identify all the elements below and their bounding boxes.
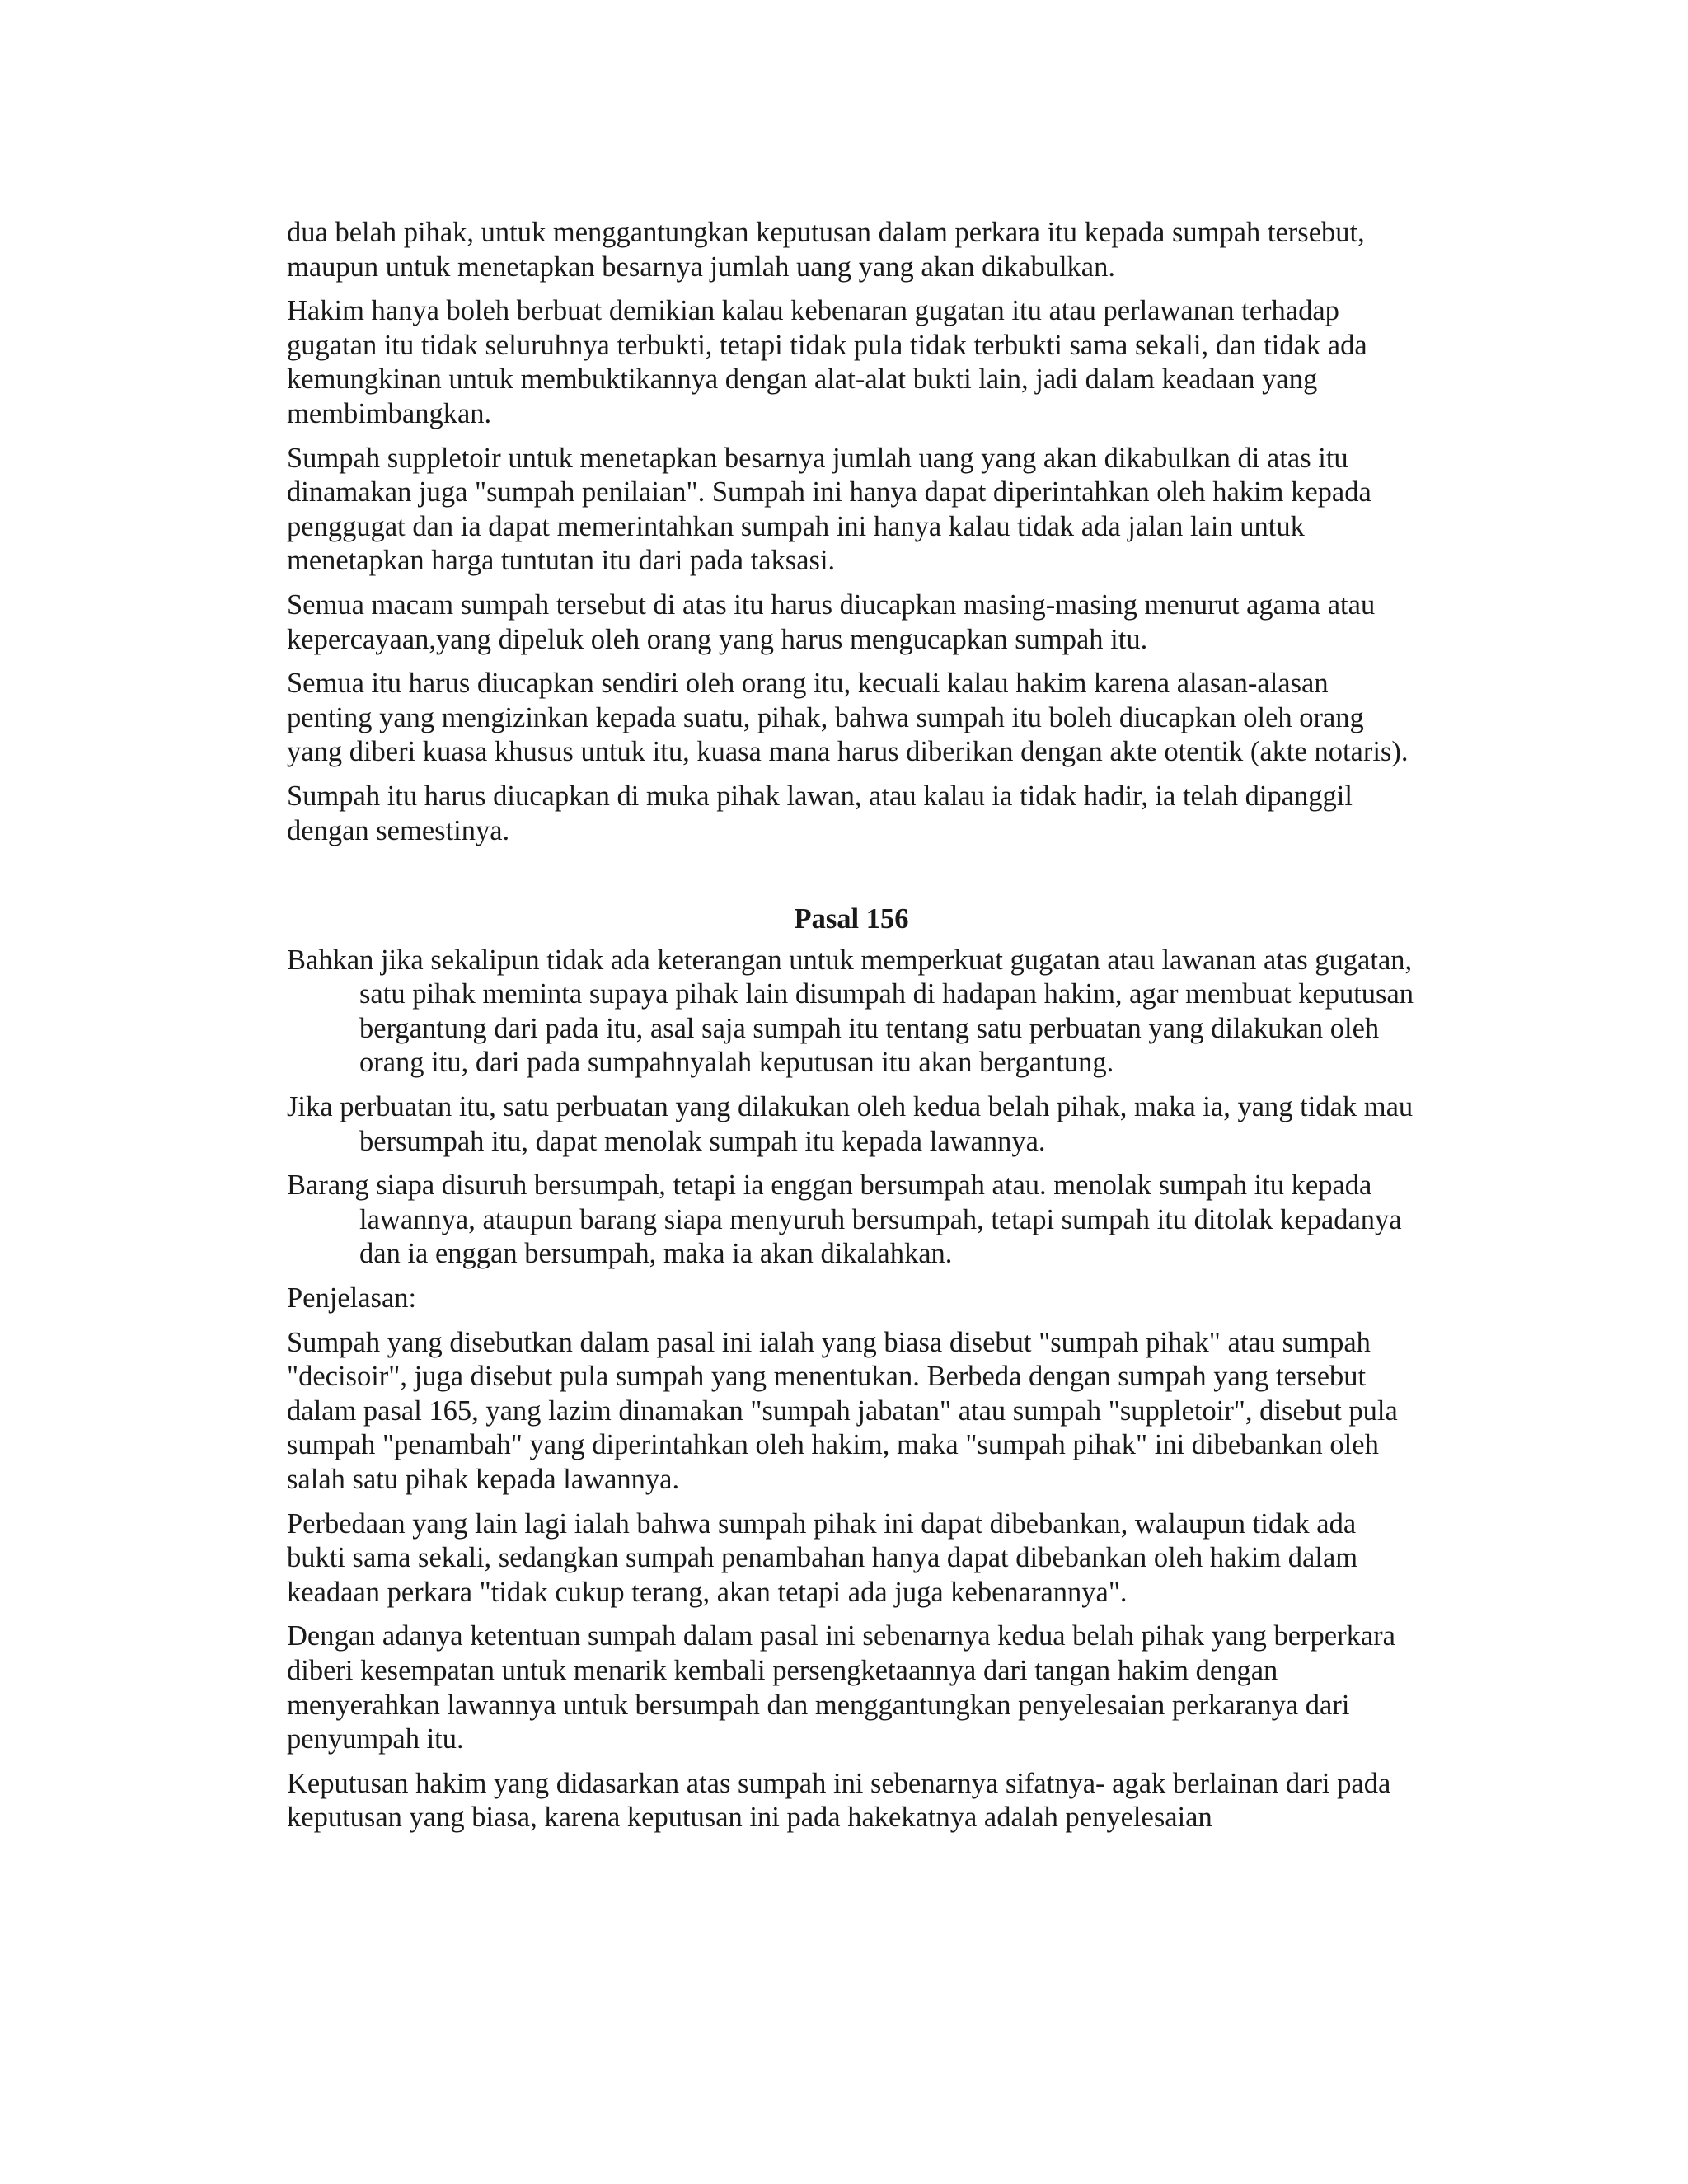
article-clause: Barang siapa disuruh bersumpah, tetapi ia enggan bersumpah atau. menolak sumpah itu kepada lawannya, ataupun barang siapa menyuruh bersumpah, tetapi sumpah itu ditolak kepadanya dan ia enggan bersumpah, maka ia akan dikalahkan. [287, 1169, 1402, 1270]
paragraph: Semua macam sumpah tersebut di atas itu harus diucapkan masing-masing menurut agama atau kepercayaan,yang dipeluk oleh orang yang harus mengucapkan sumpah itu. [287, 588, 1376, 655]
article-heading: Pasal 156 [794, 903, 909, 935]
paragraph: Hakim hanya boleh berbuat demikian kalau kebenaran gugatan itu atau perlawanan terhadap gugatan itu tidak seluruhnya terbukti, tetapi tidak pula tidak terbukti sama sekali, dan tidak ada kemungkinan untuk membuktikannya dengan alat-alat bukti lain, jadi dalam keadaan yang membimbangkan. [287, 295, 1367, 429]
paragraph: Sumpah suppletoir untuk menetapkan besarnya jumlah uang yang akan dikabulkan di atas itu dinamakan juga "sumpah penilaian". Sumpah ini hanya dapat diperintahkan oleh hakim kepada penggugat dan ia dapat memerintahkan sumpah ini hanya kalau tidak ada jalan lain untuk menetapkan harga tuntutan itu dari pada taksasi. [287, 442, 1372, 577]
explanation-paragraph: Keputusan hakim yang didasarkan atas sumpah ini sebenarnya sifatnya- agak berlainan dari pada keputusan yang biasa, karena keputusan ini pada hakekatnya adalah penyelesaian [287, 1767, 1391, 1834]
paragraph: Sumpah itu harus diucapkan di muka pihak lawan, atau kalau ia tidak hadir, ia telah dipanggil dengan semestinya. [287, 780, 1353, 846]
explanation-label: Penjelasan: [287, 1282, 417, 1315]
paragraph: Semua itu harus diucapkan sendiri oleh orang itu, kecuali kalau hakim karena alasan-alasan penting yang mengizinkan kepada suatu, pihak, bahwa sumpah itu boleh diucapkan oleh orang yang diberi kuasa khusus untuk itu, kuasa mana harus diberikan dengan akte otentik (akte notaris). [287, 668, 1409, 768]
explanation-paragraph: Sumpah yang disebutkan dalam pasal ini ialah yang biasa disebut "sumpah pihak" atau sumpah "decisoir", juga disebut pula sumpah yang menentukan. Berbeda dengan sumpah yang tersebut dalam pasal 165, yang lazim dinamakan "sumpah jabatan" atau sumpah "suppletoir", disebut pula sumpah "penambah" yang diperintahkan oleh hakim, maka "sumpah pihak" ini dibebankan oleh salah satu pihak kepada lawannya. [287, 1326, 1398, 1495]
explanation-paragraph: Perbedaan yang lain lagi ialah bahwa sumpah pihak ini dapat dibebankan, walaupun tidak ada bukti sama sekali, sedangkan sumpah penambahan hanya dapat dibebankan oleh hakim dalam keadaan perkara "tidak cukup terang, akan tetapi ada juga kebenarannya". [287, 1507, 1358, 1608]
paragraph: dua belah pihak, untuk menggantungkan keputusan dalam perkara itu kepada sumpah tersebut, maupun untuk menetapkan besarnya jumlah uang yang akan dikabulkan. [287, 217, 1365, 283]
article-clause: Jika perbuatan itu, satu perbuatan yang dilakukan oleh kedua belah pihak, maka ia, yang tidak mau bersumpah itu, dapat menolak sumpah itu kepada lawannya. [287, 1091, 1414, 1157]
page-content [287, 216, 1416, 1845]
article-clause: Bahkan jika sekalipun tidak ada keterangan untuk memperkuat gugatan atau lawanan atas gugatan, satu pihak meminta supaya pihak lain disumpah di hadapan hakim, agar membuat keputusan bergantung dari pada itu, asal saja sumpah itu tentang satu perbuatan yang dilakukan oleh orang itu, dari pada sumpahnyalah keputusan itu akan bergantung. [287, 944, 1414, 1079]
explanation-paragraph: Dengan adanya ketentuan sumpah dalam pasal ini sebenarnya kedua belah pihak yang berperkara diberi kesempatan untuk menarik kembali persengketaannya dari tangan hakim dengan menyerahkan lawannya untuk bersumpah dan menggantungkan penyelesaian perkaranya dari penyumpah itu. [287, 1620, 1395, 1755]
